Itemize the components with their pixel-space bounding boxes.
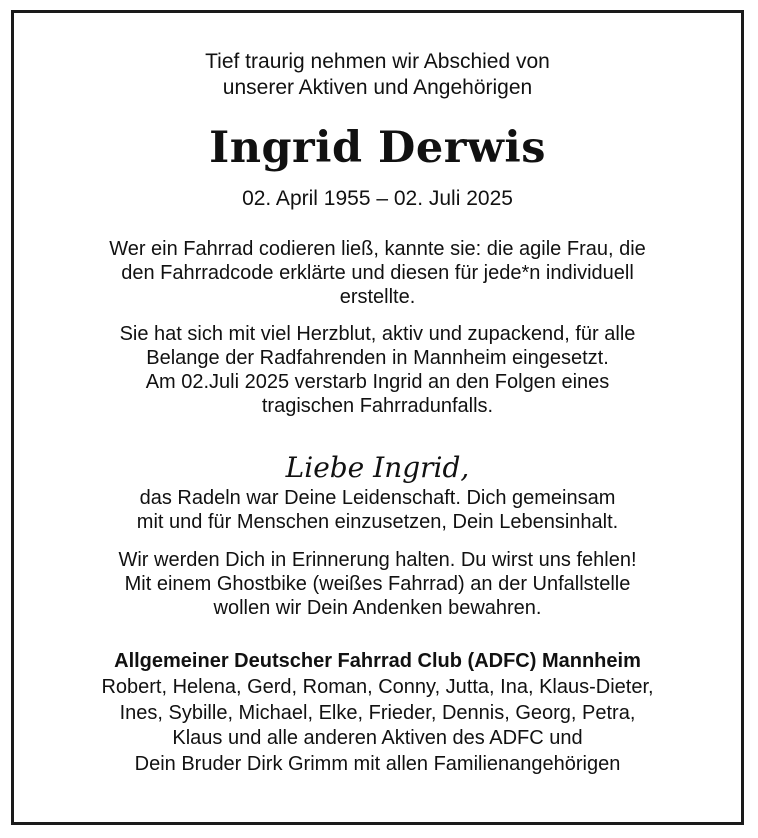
intro-text bbox=[14, 49, 741, 101]
salutation: Liebe Ingrid, bbox=[285, 451, 470, 484]
paragraph-coding bbox=[34, 237, 721, 309]
life-dates: 02. April 1955 – 02. Juli 2025 bbox=[242, 187, 513, 210]
obituary-frame bbox=[11, 10, 744, 825]
paragraph-engagement bbox=[34, 322, 721, 418]
signatories-line: Dein Bruder Dirk Grimm mit allen Familienangehörigen bbox=[134, 752, 621, 775]
signatories-line: Klaus und alle anderen Aktiven des ADFC und bbox=[172, 727, 583, 749]
paragraph-line: Am 02.Juli 2025 verstarb Ingrid an den Folgen eines bbox=[145, 371, 610, 393]
paragraph-line: das Radeln war Deine Leidenschaft. Dich gemeinsam bbox=[139, 487, 616, 509]
paragraph-line: tragischen Fahrradunfalls. bbox=[261, 395, 494, 417]
intro-line: Tief traurig nehmen wir Abschied von bbox=[205, 50, 550, 73]
signatories bbox=[34, 675, 721, 777]
paragraph-line: Belange der Radfahrenden in Mannheim eingesetzt. bbox=[146, 347, 609, 369]
club-name: Allgemeiner Deutscher Fahrrad Club (ADFC) Mannheim bbox=[114, 650, 641, 672]
paragraph-line: Sie hat sich mit viel Herzblut, aktiv und zupackend, für alle bbox=[119, 323, 636, 345]
paragraph-line: erstellte. bbox=[339, 286, 416, 308]
paragraph-line: mit und für Menschen einzusetzen, Dein Lebensinhalt. bbox=[136, 511, 619, 533]
signatories-line: Robert, Helena, Gerd, Roman, Conny, Jutta, Ina, Klaus-Dieter, bbox=[101, 676, 654, 698]
paragraph-line: Wer ein Fahrrad codieren ließ, kannte sie: die agile Frau, die bbox=[109, 238, 646, 260]
paragraph-line: wollen wir Dein Andenken bewahren. bbox=[213, 597, 542, 619]
paragraph-passion bbox=[34, 486, 721, 534]
signatories-line: Ines, Sybille, Michael, Elke, Frieder, Dennis, Georg, Petra, bbox=[119, 701, 636, 724]
paragraph-remembrance bbox=[34, 548, 721, 620]
paragraph-line: Mit einem Ghostbike (weißes Fahrrad) an der Unfallstelle bbox=[124, 573, 631, 595]
paragraph-line: den Fahrradcode erklärte und diesen für jede*n individuell bbox=[121, 262, 634, 284]
paragraph-line: Wir werden Dich in Erinnerung halten. Du wirst uns fehlen! bbox=[118, 549, 637, 571]
deceased-name: Ingrid Derwis bbox=[209, 123, 546, 173]
intro-line: unserer Aktiven und Angehörigen bbox=[222, 76, 533, 99]
